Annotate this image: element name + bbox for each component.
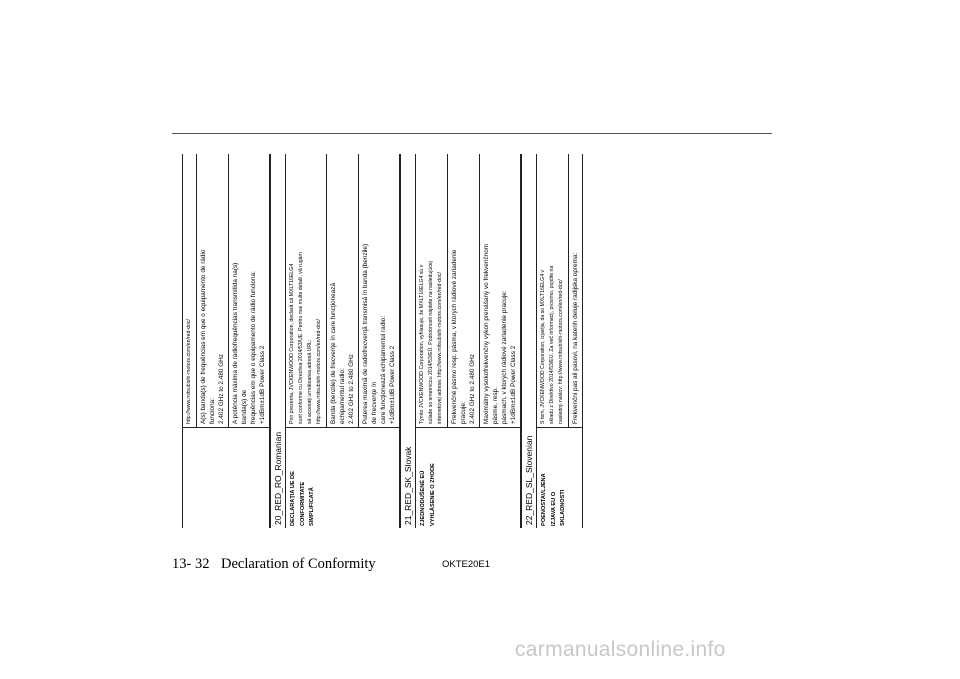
sk-label — [419, 434, 438, 526]
ro-text: sunt conforme cu Directiva 2014/53/UE. Pentru mai multe detalii, vă rugăm — [298, 252, 304, 424]
site-watermark: carmanualsonline.info — [515, 638, 726, 661]
sk-text: Maximálny vysokofrekvenčný výkon prenášaný vo frekvenčnom — [483, 243, 490, 424]
sl-label — [540, 434, 569, 526]
ro-label — [289, 434, 318, 526]
sl-block — [537, 154, 583, 528]
pt-continuation-block — [182, 154, 270, 528]
sk-block — [416, 154, 521, 528]
sk-text: +1dBm±1dB Power Class 2 — [510, 345, 517, 424]
ro-text: echipamentul radio: — [339, 368, 346, 424]
ro-text: +1dBm±1dB Power Class 2 — [389, 345, 396, 424]
sk-statement-cell — [416, 154, 448, 427]
sk-text: Frekvenčné pásmo resp. pásma, v ktorých rádiové zariadenie — [451, 249, 458, 424]
sl-text: S tem, JVCKENWOOD Corporation, izjavlja, da so MXLT16ELG4 v — [540, 269, 546, 424]
sl-text: Frekvenčni pas ali pasovi, na katerih deluje radijska oprema: — [572, 252, 579, 424]
section-heading-sk: 21_RED_SK_Slovak — [400, 154, 416, 528]
ro-text: http://www.mitsubishi-motors.com/en/red-doc/ — [316, 319, 322, 424]
top-rule — [172, 133, 772, 134]
sl-statement-cell — [537, 154, 569, 427]
pt-url-cell — [183, 154, 197, 427]
ro-text: de frecvenţe în — [371, 381, 378, 424]
sk-label-line: ZJEDNODUŠENÉ EÚ — [420, 470, 426, 526]
section-heading-sl: 22_RED_SL_Slovenian — [521, 154, 537, 528]
ro-label-line: SIMPLIFICATĂ — [309, 487, 315, 526]
ro-text: Puterea maximă de radiofrecvenţă transmisă în banda (benzile) — [362, 243, 369, 424]
ro-label-line: DECLARAŢIA UE DE — [290, 471, 296, 526]
section-heading-ro: 20_RED_RO_Romanian — [270, 154, 286, 528]
ro-text: să accesaţi următoarea adresă URL: — [307, 339, 313, 424]
sk-text: súlade so smernicou 2014/53/EÚ. Podrobnosti nájdete na nasledujúcej — [428, 261, 434, 424]
sl-label-line: IZJAVA EU O — [550, 491, 557, 526]
pt-frequency-cell — [197, 154, 229, 427]
pt-line: frequências em que o equipamento de rádio funciona: — [250, 271, 257, 424]
ro-text: 2.402 GHz to 2.480 GHz — [348, 354, 355, 424]
page-number: 13- 32 — [172, 556, 210, 572]
sk-text: internetovej adrese: http://www.mitsubishi-motors.com/en/red-doc/ — [437, 272, 443, 424]
sk-text: pásme, resp. — [492, 387, 499, 424]
page-title: Declaration of Conformity — [221, 556, 376, 572]
pt-line: A(s) banda(s) de frequências em que o equipamento de rádio — [200, 249, 207, 424]
pt-line: A potência máxima de radiofrequências transmitida na(s) — [232, 262, 239, 424]
sk-text: 2.402 GHz to 2.480 GHz — [469, 354, 476, 424]
ro-block — [286, 154, 400, 528]
pt-url: http://www.mitsubishi-motors.com/en/red-doc/ — [186, 319, 192, 424]
sl-label-line: SKLADNOSTI — [560, 489, 566, 526]
ro-text: Banda (benzile) de frecvenţe în care funcţionează — [330, 282, 337, 424]
sl-text: skladu z Direktivo 2014/53/EU. Za več informacij, prosimo, pojdite na — [549, 265, 555, 424]
sk-power-cell — [480, 154, 520, 427]
sk-text: Týmto JVCKENWOOD Corporation, vyhlasuje, že MXLT16ELG4 sú v — [419, 264, 425, 424]
sk-label-line: VYHLÁSENIE O ZHODE — [429, 463, 436, 526]
document-code: OKTE20E1 — [442, 559, 491, 570]
pt-power-cell — [229, 154, 269, 427]
ro-frequency-cell — [327, 154, 359, 427]
sk-text: pásmach, v ktorých rádiové zariadenie pracuje: — [501, 290, 508, 424]
sk-frequency-cell — [448, 154, 480, 427]
sl-text: naslednji naslov: http://www.mitsubishi-motors.com/en/red-doc/ — [558, 279, 564, 424]
pt-line: funciona: — [209, 398, 216, 424]
ro-text: care funcţionează echipamentul radio: — [380, 316, 387, 424]
sk-text: pracuje: — [460, 401, 467, 424]
ro-statement-cell — [286, 154, 327, 427]
declaration-table — [182, 154, 715, 528]
ro-text: Prin prezenta, JVCKENWOOD Corporation, declară că MXLT16ELG4 — [289, 263, 295, 424]
pt-line: +1dBm±1dB Power Class 2 — [259, 345, 266, 424]
sl-frequency-cell — [569, 154, 582, 427]
pt-line: banda(s) de — [241, 389, 248, 424]
ro-label-line: CONFORMITATE — [299, 481, 306, 526]
sl-label-line: POENOSTAVLJENA — [541, 473, 547, 526]
ro-power-cell — [359, 154, 399, 427]
pt-line: 2.402 GHz to 2.480 GHz — [218, 354, 225, 424]
